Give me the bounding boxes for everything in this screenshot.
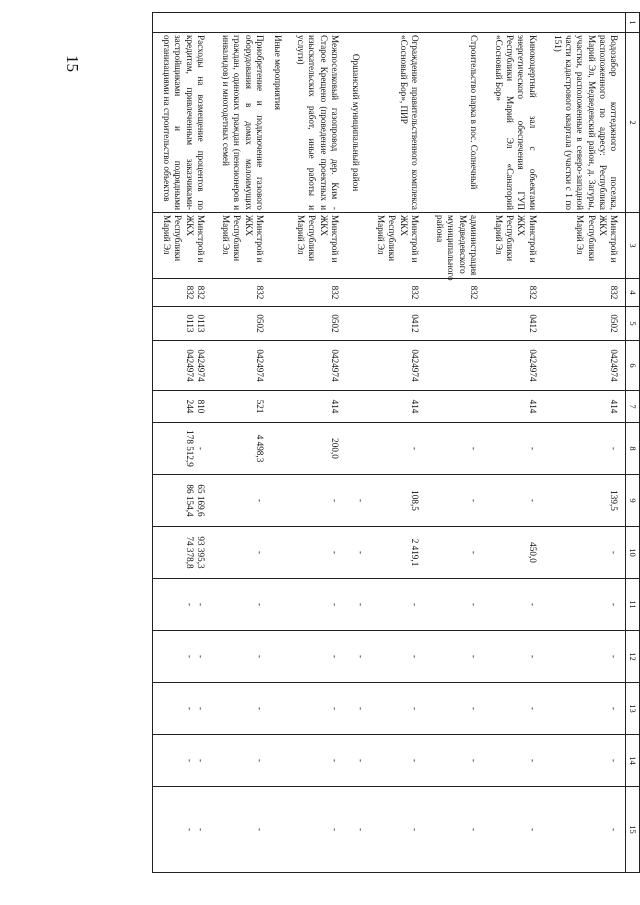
cell-col-4 [346, 279, 367, 307]
cell-col-1 [271, 13, 287, 33]
cell-col-2: Водозабор коттеджного поселка, расположенного по адресу: Республика Марий Эл, Медведевский район, д. Загуры, участки, расположенные в северо-западной части кадастрового квартала (участки с 1 по 151) [544, 33, 626, 213]
cell-col-14: - [426, 735, 485, 787]
cell-col-4: 832 [212, 279, 271, 307]
column-number-header [626, 13, 640, 873]
cell-col-3: Минстрой и ЖКХ Республики Марий Эл [153, 213, 212, 279]
cell-col-9: - [485, 475, 544, 527]
cell-col-4: 832 [544, 279, 626, 307]
cell-col-5 [346, 307, 367, 341]
cell-col-15: - [426, 787, 485, 873]
cell-col-12: - [287, 631, 346, 683]
cell-col-10: - [426, 527, 485, 579]
cell-col-4: 832 832 [153, 279, 212, 307]
cell-col-11: - [346, 579, 367, 631]
column-header-8: 8 [626, 423, 640, 475]
cell-col-8 [346, 423, 367, 475]
cell-col-8: 4 498,3 [212, 423, 271, 475]
cell-col-11: - [212, 579, 271, 631]
cell-col-12: - - [153, 631, 212, 683]
column-header-3: 3 [626, 213, 640, 279]
cell-col-12: - [485, 631, 544, 683]
cell-col-3 [271, 213, 287, 279]
cell-col-2: Ограждение правительственного комплекса «Сосновый Бор», ПИР [367, 33, 426, 213]
table-row [212, 13, 271, 873]
cell-col-9: - [346, 475, 367, 527]
cell-col-6: 0424974 [485, 341, 544, 391]
cell-col-2: Строительство парка в пос. Солнечный [426, 33, 485, 213]
cell-col-15: - [212, 787, 271, 873]
cell-col-5: 0412 [367, 307, 426, 341]
cell-col-1 [485, 13, 544, 33]
cell-col-13: - - [153, 683, 212, 735]
cell-col-4: 832 [485, 279, 544, 307]
cell-col-8 [271, 423, 287, 475]
table-row [367, 13, 426, 873]
column-header-4: 4 [626, 279, 640, 307]
budget-table [152, 12, 640, 873]
cell-col-7: 810 244 [153, 391, 212, 423]
cell-col-6 [426, 341, 485, 391]
cell-col-1 [287, 13, 346, 33]
cell-col-2: Кинокоцертный зал с объектами энергетического обеспечения ГУП Республики Марий Эл «Санаторий «Сосновый Бор» [485, 33, 544, 213]
column-header-10: 10 [626, 527, 640, 579]
cell-col-6: 0424974 [367, 341, 426, 391]
column-header-7: 7 [626, 391, 640, 423]
cell-col-13: - [212, 683, 271, 735]
cell-col-6: 0424974 [544, 341, 626, 391]
cell-col-5: 0412 [485, 307, 544, 341]
cell-col-8: - 178 512,9 [153, 423, 212, 475]
cell-col-7 [271, 391, 287, 423]
cell-col-2: Расходы на возмещение процентов по кредитам, привлеченным заказчиками-застройщиками и подрядными организациями на строительство объектов [153, 33, 212, 213]
cell-col-8: - [544, 423, 626, 475]
cell-col-5 [271, 307, 287, 341]
table-row [544, 13, 626, 873]
cell-col-10: 450,0 [485, 527, 544, 579]
cell-col-12: - [212, 631, 271, 683]
cell-col-3: Минстрой и ЖКХ Республики Марий Эл [212, 213, 271, 279]
table-body [153, 13, 626, 873]
cell-col-3: Минстрой и ЖКХ Республики Марий Эл [367, 213, 426, 279]
table-row [153, 13, 212, 873]
cell-col-8: - [426, 423, 485, 475]
table-row [287, 13, 346, 873]
cell-col-4: 832 [426, 279, 485, 307]
table-row [271, 13, 287, 873]
cell-col-8: - [367, 423, 426, 475]
column-header-1: 1 [626, 13, 640, 33]
cell-col-1 [544, 13, 626, 33]
cell-col-9: 108,5 [367, 475, 426, 527]
column-header-14: 14 [626, 735, 640, 787]
cell-col-9: - [287, 475, 346, 527]
table-row [485, 13, 544, 873]
column-header-12: 12 [626, 631, 640, 683]
budget-table-sheet [120, 12, 640, 872]
cell-col-13: - [287, 683, 346, 735]
cell-col-10 [271, 527, 287, 579]
cell-col-6: 0424974 0424974 [153, 341, 212, 391]
column-header-2: 2 [626, 33, 640, 213]
cell-col-2: Иные мероприятия [271, 33, 287, 213]
column-header-9: 9 [626, 475, 640, 527]
cell-col-10: 93 395,3 74 378,8 [153, 527, 212, 579]
cell-col-7 [426, 391, 485, 423]
cell-col-6 [271, 341, 287, 391]
cell-col-13: - [426, 683, 485, 735]
cell-col-12 [271, 631, 287, 683]
cell-col-9: - [212, 475, 271, 527]
cell-col-9: 139,5 [544, 475, 626, 527]
cell-col-10: - [544, 527, 626, 579]
cell-col-14: - [212, 735, 271, 787]
cell-col-15: - [287, 787, 346, 873]
cell-col-7: 521 [212, 391, 271, 423]
cell-col-12: - [544, 631, 626, 683]
cell-col-15: - - [153, 787, 212, 873]
cell-col-13: - [544, 683, 626, 735]
cell-col-1 [346, 13, 367, 33]
cell-col-2: Оршанский муниципальный район [346, 33, 367, 213]
column-header-11: 11 [626, 579, 640, 631]
cell-col-5: 0113 0113 [153, 307, 212, 341]
column-header-5: 5 [626, 307, 640, 341]
cell-col-11: - [367, 579, 426, 631]
cell-col-15: - [485, 787, 544, 873]
cell-col-12: - [426, 631, 485, 683]
cell-col-9: 65 169,6 86 154,4 [153, 475, 212, 527]
cell-col-6 [346, 341, 367, 391]
cell-col-3: Минстрой и ЖКХ Республики Марий Эл [544, 213, 626, 279]
cell-col-13: - [367, 683, 426, 735]
cell-col-11: - [426, 579, 485, 631]
cell-col-7: 414 [287, 391, 346, 423]
cell-col-7: 414 [485, 391, 544, 423]
cell-col-1 [426, 13, 485, 33]
cell-col-14: - [287, 735, 346, 787]
cell-col-9 [271, 475, 287, 527]
cell-col-2: Межпоселковый газопровод дер. Ким - Старое Крещено (проведение проектных и изыскательских работ, иные работы и услуги) [287, 33, 346, 213]
page-number: 15 [63, 55, 82, 72]
cell-col-5: 0502 [287, 307, 346, 341]
cell-col-4: 832 [367, 279, 426, 307]
cell-col-2: Приобретение и подключение газового оборудования в домах малоимущих граждан, одиноких граждан (пенсионеров и инвалидов) и многодетных семей [212, 33, 271, 213]
cell-col-1 [212, 13, 271, 33]
cell-col-11: - [287, 579, 346, 631]
cell-col-3: Минстрой и ЖКХ Республики Марий Эл [287, 213, 346, 279]
cell-col-8: - [485, 423, 544, 475]
cell-col-10: - [212, 527, 271, 579]
cell-col-15 [271, 787, 287, 873]
cell-col-14: - [485, 735, 544, 787]
cell-col-7: 414 [367, 391, 426, 423]
cell-col-13 [271, 683, 287, 735]
cell-col-4 [271, 279, 287, 307]
cell-col-15: - [367, 787, 426, 873]
cell-col-13: - [485, 683, 544, 735]
cell-col-4: 832 [287, 279, 346, 307]
column-header-6: 6 [626, 341, 640, 391]
cell-col-5: 0502 [212, 307, 271, 341]
cell-col-3 [346, 213, 367, 279]
table-row [426, 13, 485, 873]
cell-col-12: - [346, 631, 367, 683]
cell-col-1 [153, 13, 212, 33]
cell-col-12: - [367, 631, 426, 683]
cell-col-6: 0424974 [212, 341, 271, 391]
cell-col-14: - [544, 735, 626, 787]
cell-col-8: 200,0 [287, 423, 346, 475]
column-header-13: 13 [626, 683, 640, 735]
cell-col-14: - [367, 735, 426, 787]
cell-col-9: - [426, 475, 485, 527]
cell-col-7 [346, 391, 367, 423]
cell-col-3: администрация Медведевского муниципального района [426, 213, 485, 279]
cell-col-14: - [346, 735, 367, 787]
cell-col-7: 414 [544, 391, 626, 423]
column-header-15: 15 [626, 787, 640, 873]
cell-col-11 [271, 579, 287, 631]
cell-col-3: Минстрой и ЖКХ Республики Марий Эл [485, 213, 544, 279]
cell-col-15: - [346, 787, 367, 873]
cell-col-11: - [485, 579, 544, 631]
cell-col-15: - [544, 787, 626, 873]
cell-col-11: - [544, 579, 626, 631]
cell-col-13: - [346, 683, 367, 735]
cell-col-14: - - [153, 735, 212, 787]
cell-col-1 [367, 13, 426, 33]
cell-col-11: - - [153, 579, 212, 631]
cell-col-5 [426, 307, 485, 341]
section-row [346, 13, 367, 873]
cell-col-14 [271, 735, 287, 787]
cell-col-6: 0424974 [287, 341, 346, 391]
cell-col-10: 2 419,1 [367, 527, 426, 579]
cell-col-5: 0502 [544, 307, 626, 341]
cell-col-10: - [346, 527, 367, 579]
cell-col-10: - [287, 527, 346, 579]
